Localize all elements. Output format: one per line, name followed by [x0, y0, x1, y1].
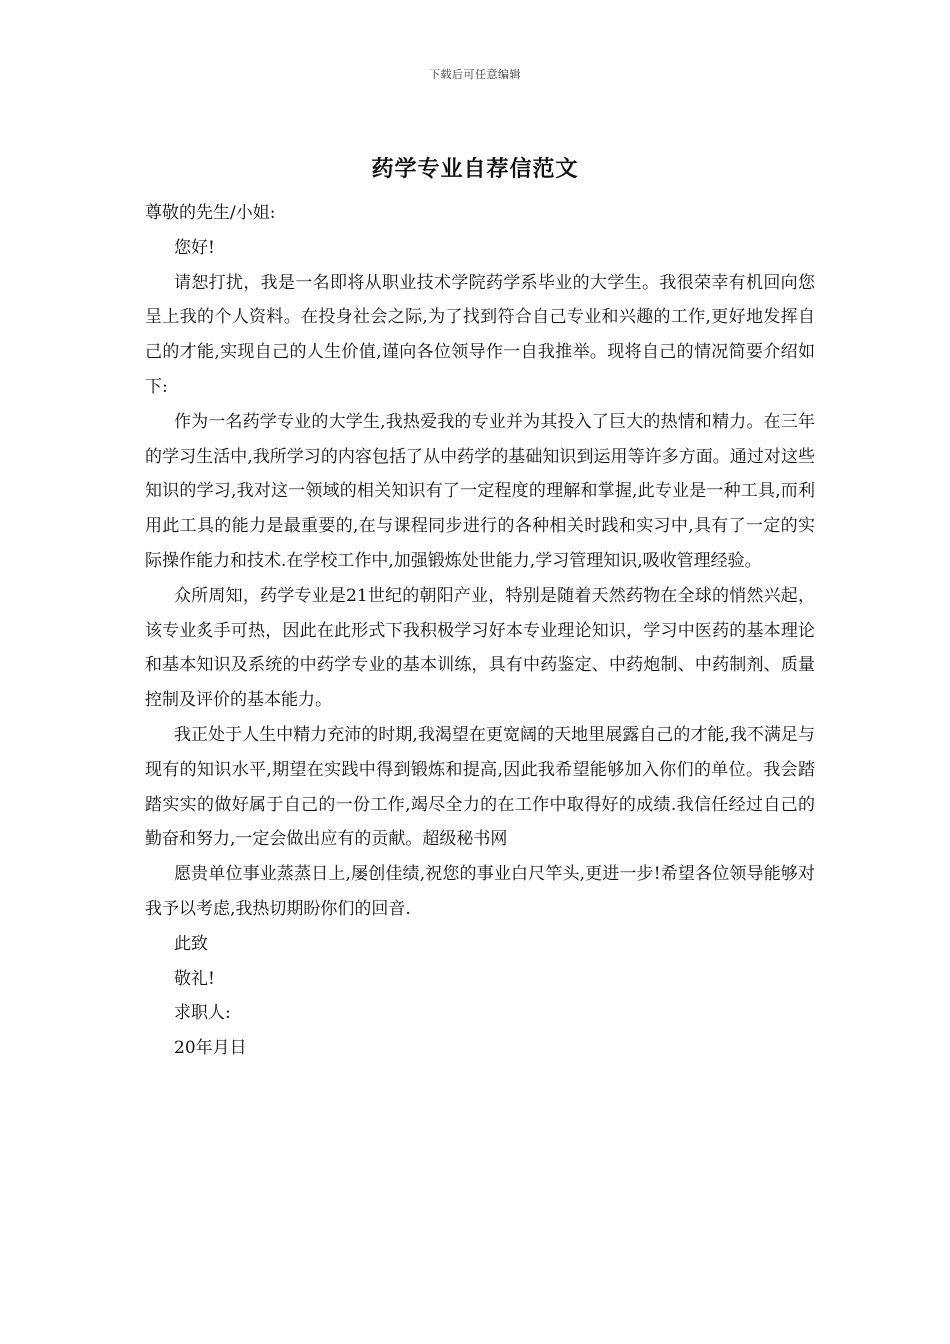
- letter-body: [145, 196, 815, 1066]
- paragraph-intro: 请恕打扰，我是一名即将从职业技术学院药学系毕业的大学生。我很荣幸有机回向您呈上我的个人资料。在投身社会之际,为了找到符合自己专业和兴趣的工作,更好地发挥自己的才能,实现自己的人生价值,谨向各位领导作一自我推举。现将自己的情况简要介绍如下:: [145, 272, 815, 397]
- salutation: 尊敬的先生/小姐:: [145, 203, 276, 223]
- document-title: 药学专业自荐信范文: [371, 156, 579, 182]
- paragraph-study: 作为一名药学专业的大学生,我热爱我的专业并为其投入了巨大的热情和精力。在三年的学习生活中,我所学习的内容包括了从中药学的基础知识到运用等许多方面。通过对这些知识的学习,我对这一领域的相关知识有了一定程度的理解和掌握,此专业是一种工具,而利用此工具的能力是最重要的,在与课程同步进行的各种相关时践和实习中,具有了一定的实际操作能力和技术.在学校工作中,加强锻炼处世能力,学习管理知识,吸收管理经验。: [145, 411, 815, 571]
- header-note: 下载后可任意编辑: [429, 68, 521, 81]
- paragraph-industry: 众所周知，药学专业是21世纪的朝阳产业，特别是随着天然药物在全球的悄然兴起，该专业炙手可热，因此在此形式下我积极学习好本专业理论知识，学习中医药的基本理论和基本知识及系统的中药学专业的基本训练，具有中药鉴定、中药炮制、中药制剂、质量控制及评价的基本能力。: [145, 585, 815, 711]
- greeting: 您好!: [174, 237, 215, 258]
- closing: 此致: [174, 933, 208, 954]
- letter-date: 20年月日: [174, 1038, 247, 1059]
- regards: 敬礼!: [174, 968, 215, 989]
- paragraph-wishes: 愿贵单位事业蒸蒸日上,屡创佳绩,祝您的事业白尺竿头,更进一步!希望各位领导能够对我予以考虑,我热切期盼你们的回音.: [145, 864, 815, 919]
- paragraph-aspiration: 我正处于人生中精力充沛的时期,我渴望在更宽阔的天地里展露自己的才能,我不满足与现有的知识水平,期望在实践中得到锻炼和提高,因此我希望能够加入你们的单位。我会踏踏实实的做好属于自己的一份工作,竭尽全力的在工作中取得好的成绩.我信任经过自己的勤奋和努力,一定会做出应有的贡献。超级秘书网: [145, 724, 815, 850]
- applicant-signature: 求职人:: [174, 1003, 231, 1024]
